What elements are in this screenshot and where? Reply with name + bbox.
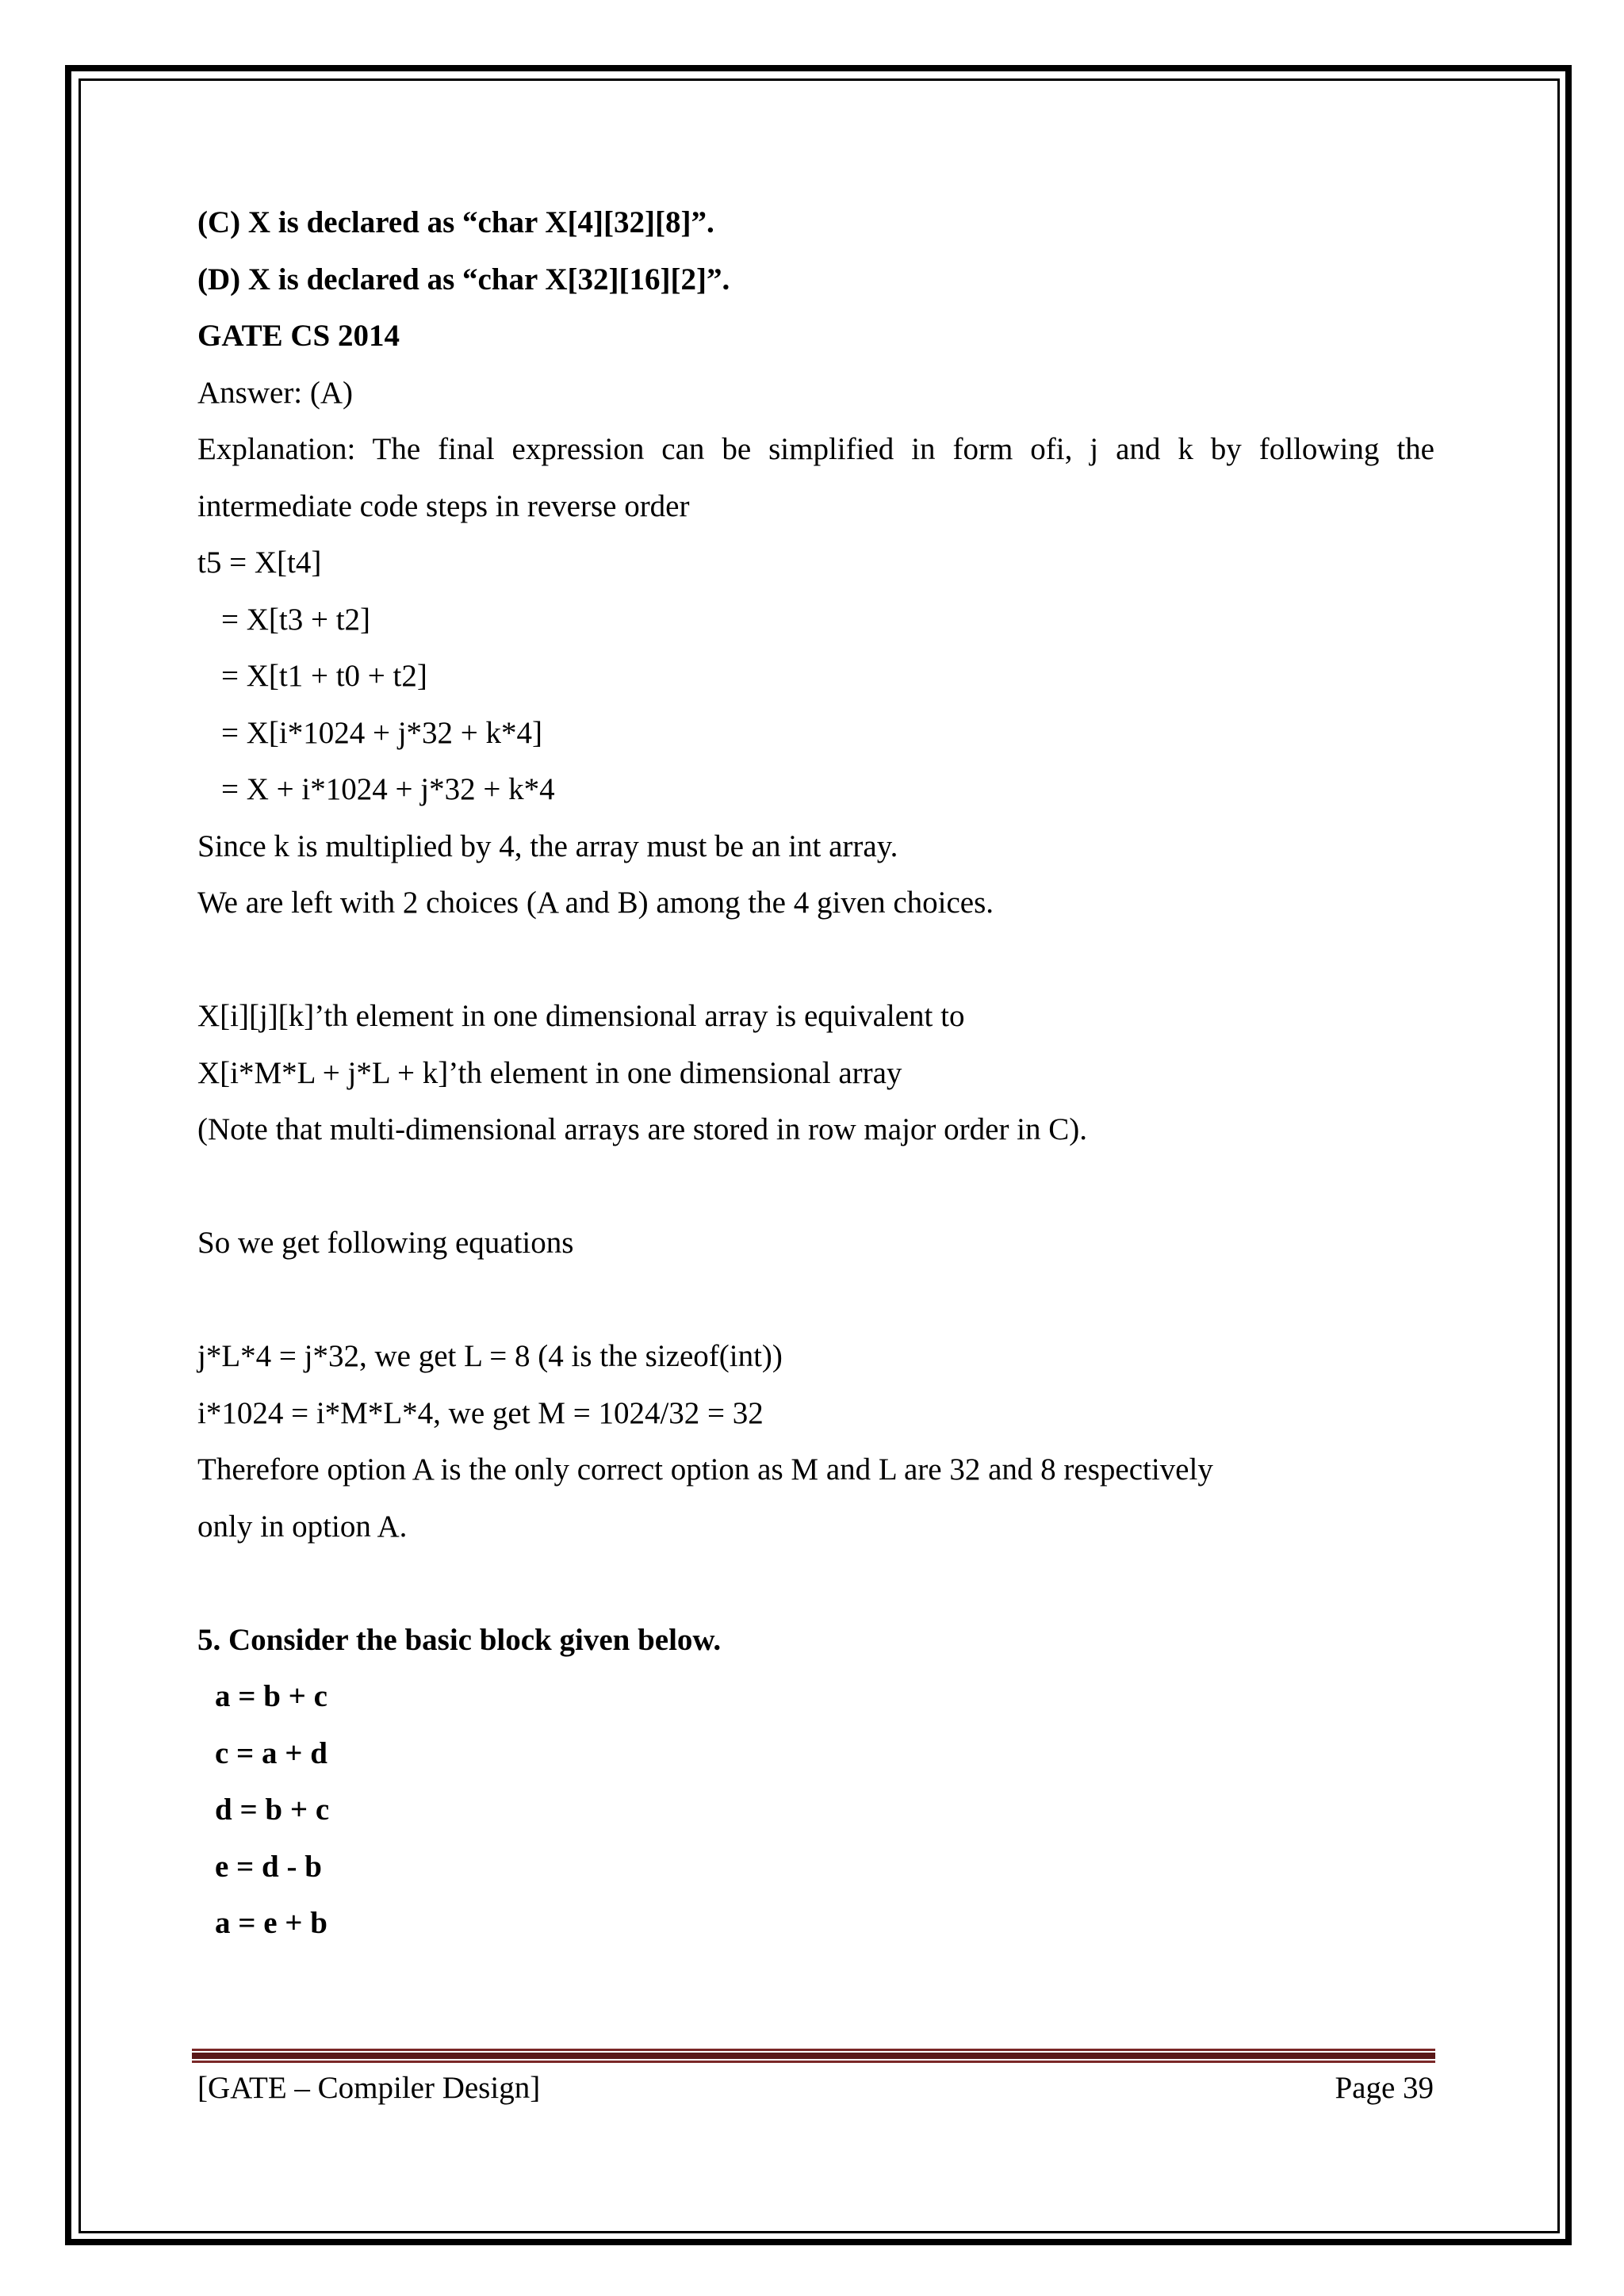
- option-d: (D) X is declared as “char X[32][16][2]”.: [197, 262, 730, 297]
- array-note-line: X[i][j][k]’th element in one dimensional array is equivalent to: [197, 999, 965, 1033]
- code-line: c = a + d: [215, 1735, 327, 1770]
- footer-rule: [192, 2053, 1435, 2059]
- spacer: [197, 1272, 1434, 1329]
- question-source: GATE CS 2014: [197, 319, 400, 353]
- code-line: a = e + b: [215, 1906, 327, 1940]
- code-line: d = b + c: [215, 1793, 330, 1827]
- derivation-line: = X[i*1024 + j*32 + k*4]: [221, 715, 543, 750]
- array-note-line: (Note that multi-dimensional arrays are stored in row major order in C).: [197, 1112, 1088, 1146]
- array-note-line: X[i*M*L + j*L + k]’th element in one dimensional array: [197, 1055, 902, 1090]
- code-line: e = d - b: [215, 1849, 322, 1884]
- derivation-line: = X + i*1024 + j*32 + k*4: [221, 772, 555, 806]
- reasoning-line: We are left with 2 choices (A and B) among the 4 given choices.: [197, 886, 994, 920]
- option-c: (C) X is declared as “char X[4][32][8]”.: [197, 205, 714, 239]
- page-number: Page 39: [1335, 2071, 1434, 2105]
- reasoning-line: Since k is multiplied by 4, the array must be an int array.: [197, 828, 898, 863]
- footer-rule: [192, 2061, 1435, 2063]
- question-5-title: 5. Consider the basic block given below.: [197, 1622, 722, 1657]
- answer-text: Answer: (A): [197, 375, 354, 410]
- explanation-paragraph: Explanation: The final expression can be simplified in form ofi, j and k by following the intermediate code steps in reverse order: [197, 432, 1434, 523]
- code-line: a = b + c: [215, 1679, 327, 1713]
- spacer: [197, 932, 1434, 989]
- spacer: [197, 1158, 1434, 1215]
- equation-line: i*1024 = i*M*L*4, we get M = 1024/32 = 32: [197, 1395, 764, 1430]
- derivation-line: = X[t3 + t2]: [221, 602, 371, 637]
- equation-line: only in option A.: [197, 1509, 408, 1544]
- equation-line: Therefore option A is the only correct option as M and L are 32 and 8 respectively: [197, 1452, 1213, 1487]
- derivation-line: = X[t1 + t0 + t2]: [221, 659, 427, 693]
- equation-line: j*L*4 = j*32, we get L = 8 (4 is the sizeof(int)): [197, 1339, 783, 1373]
- spacer: [197, 1555, 1434, 1612]
- equations-intro: So we get following equations: [197, 1226, 574, 1260]
- footer-rule: [192, 2049, 1435, 2051]
- derivation-line: t5 = X[t4]: [197, 545, 322, 580]
- page-content: [197, 194, 1434, 1952]
- footer-title: [GATE – Compiler Design]: [197, 2071, 541, 2105]
